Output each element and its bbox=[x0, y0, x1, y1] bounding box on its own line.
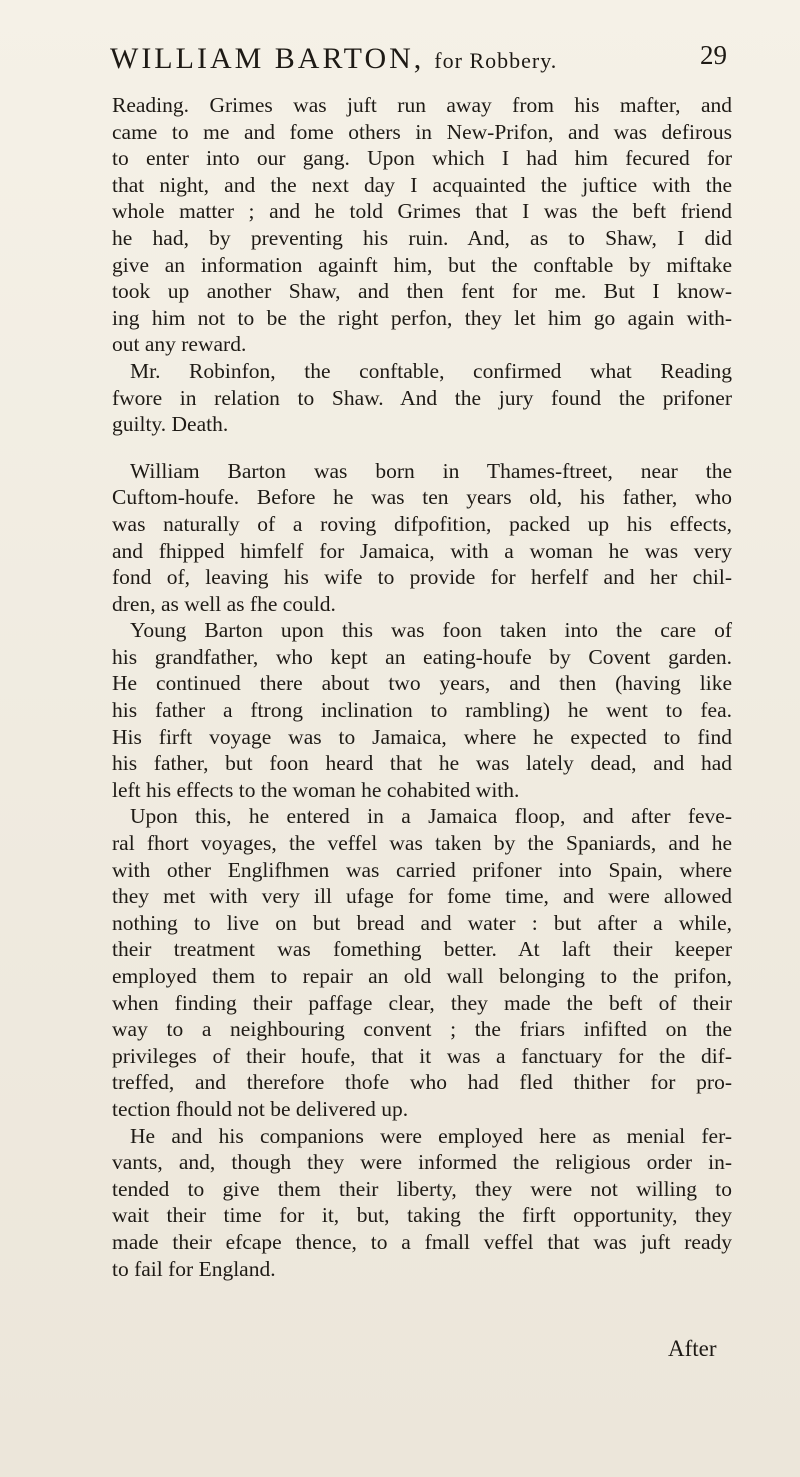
text-line: his grandfather, who kept an eating-houfe by Covent garden. bbox=[112, 644, 732, 669]
text-line: ral fhort voyages, the veffel was taken by the Spaniards, and he bbox=[112, 831, 732, 856]
running-subtitle: for Robbery. bbox=[434, 48, 558, 73]
text-line: was naturally of a roving difpofition, packed up his effects, bbox=[112, 511, 732, 536]
text-line: tection fhould not be delivered up. bbox=[112, 1096, 409, 1121]
text-line: tended to give them their liberty, they were not willing to bbox=[112, 1176, 732, 1201]
text-line: that night, and the next day I acquainted the juftice with the bbox=[112, 172, 732, 197]
text-line: fond of, leaving his wife to provide for herfelf and her chil- bbox=[112, 565, 732, 590]
text-line: whole matter ; and he told Grimes that I was the beft friend bbox=[112, 199, 732, 224]
text-line: left his effects to the woman he cohabited with. bbox=[112, 777, 520, 802]
text-line: he had, by preventing his ruin. And, as to Shaw, I did bbox=[112, 225, 732, 250]
text-line: way to a neighbouring convent ; the friars infifted on the bbox=[112, 1017, 732, 1042]
text-line: his father, but foon heard that he was lately dead, and had bbox=[112, 751, 732, 776]
text-line: and fhipped himfelf for Jamaica, with a woman he was very bbox=[112, 538, 732, 563]
text-line: guilty. Death. bbox=[112, 412, 229, 437]
text-line: vants, and, though they were informed the religious order in- bbox=[112, 1150, 732, 1175]
text-line: they met with very ill ufage for fome time, and were allowed bbox=[112, 884, 732, 909]
page-number: 29 bbox=[700, 40, 727, 70]
text-line: ing him not to be the right perfon, they let him go again with- bbox=[112, 305, 732, 330]
text-line: out any reward. bbox=[112, 332, 247, 357]
text-line: Reading. Grimes was juft run away from his mafter, and bbox=[112, 93, 732, 117]
text-line: his father a ftrong inclination to rambling) he went to fea. bbox=[112, 698, 732, 723]
catchword: After bbox=[668, 1336, 717, 1361]
text-line: came to me and fome others in New-Prifon, and was defirous bbox=[112, 119, 732, 144]
text-line: William Barton was born in Thames-ftreet, near the bbox=[130, 458, 732, 483]
text-line: dren, as well as fhe could. bbox=[112, 591, 336, 616]
text-line: fwore in relation to Shaw. And the jury found the prifoner bbox=[112, 385, 732, 410]
text-line: took up another Shaw, and then fent for me. But I know- bbox=[112, 279, 732, 304]
text-line: employed them to repair an old wall belonging to the prifon, bbox=[112, 964, 732, 988]
text-line: He and his companions were employed here as menial fer- bbox=[130, 1123, 732, 1148]
text-line: Upon this, he entered in a Jamaica floop, and after feve- bbox=[130, 804, 732, 829]
text-line: Mr. Robinfon, the conftable, confirmed what Reading bbox=[130, 358, 732, 383]
text-line: Cuftom-houfe. Before he was ten years old, his father, who bbox=[112, 485, 732, 510]
text-line: to enter into our gang. Upon which I had him fecured for bbox=[112, 146, 732, 171]
text-line: wait their time for it, but, taking the firft opportunity, they bbox=[112, 1203, 732, 1228]
text-line: their treatment was fomething better. At laft their keeper bbox=[112, 937, 732, 962]
text-line: made their efcape thence, to a fmall veffel that was juft ready bbox=[112, 1229, 732, 1254]
text-line: when finding their paffage clear, they made the beft of their bbox=[112, 990, 732, 1015]
text-line: nothing to live on but bread and water : but after a while, bbox=[112, 910, 732, 935]
text-line: with other Englifhmen was carried prifoner into Spain, where bbox=[112, 857, 732, 882]
text-line: Young Barton upon this was foon taken into the care of bbox=[130, 618, 732, 643]
text-line: He continued there about two years, and then (having like bbox=[112, 671, 732, 696]
text-line: give an information againft him, but the conftable by miftake bbox=[112, 252, 732, 277]
text-line: treffed, and therefore thofe who had fled thither for pro- bbox=[112, 1070, 732, 1095]
running-header bbox=[110, 42, 710, 76]
body-text bbox=[112, 92, 732, 1282]
text-line: His firft voyage was to Jamaica, where he expected to find bbox=[112, 724, 732, 749]
text-line: privileges of their houfe, that it was a fanctuary for the dif- bbox=[112, 1043, 732, 1068]
running-title: WILLIAM BARTON, bbox=[110, 42, 425, 75]
text-line: to fail for England. bbox=[112, 1256, 276, 1281]
